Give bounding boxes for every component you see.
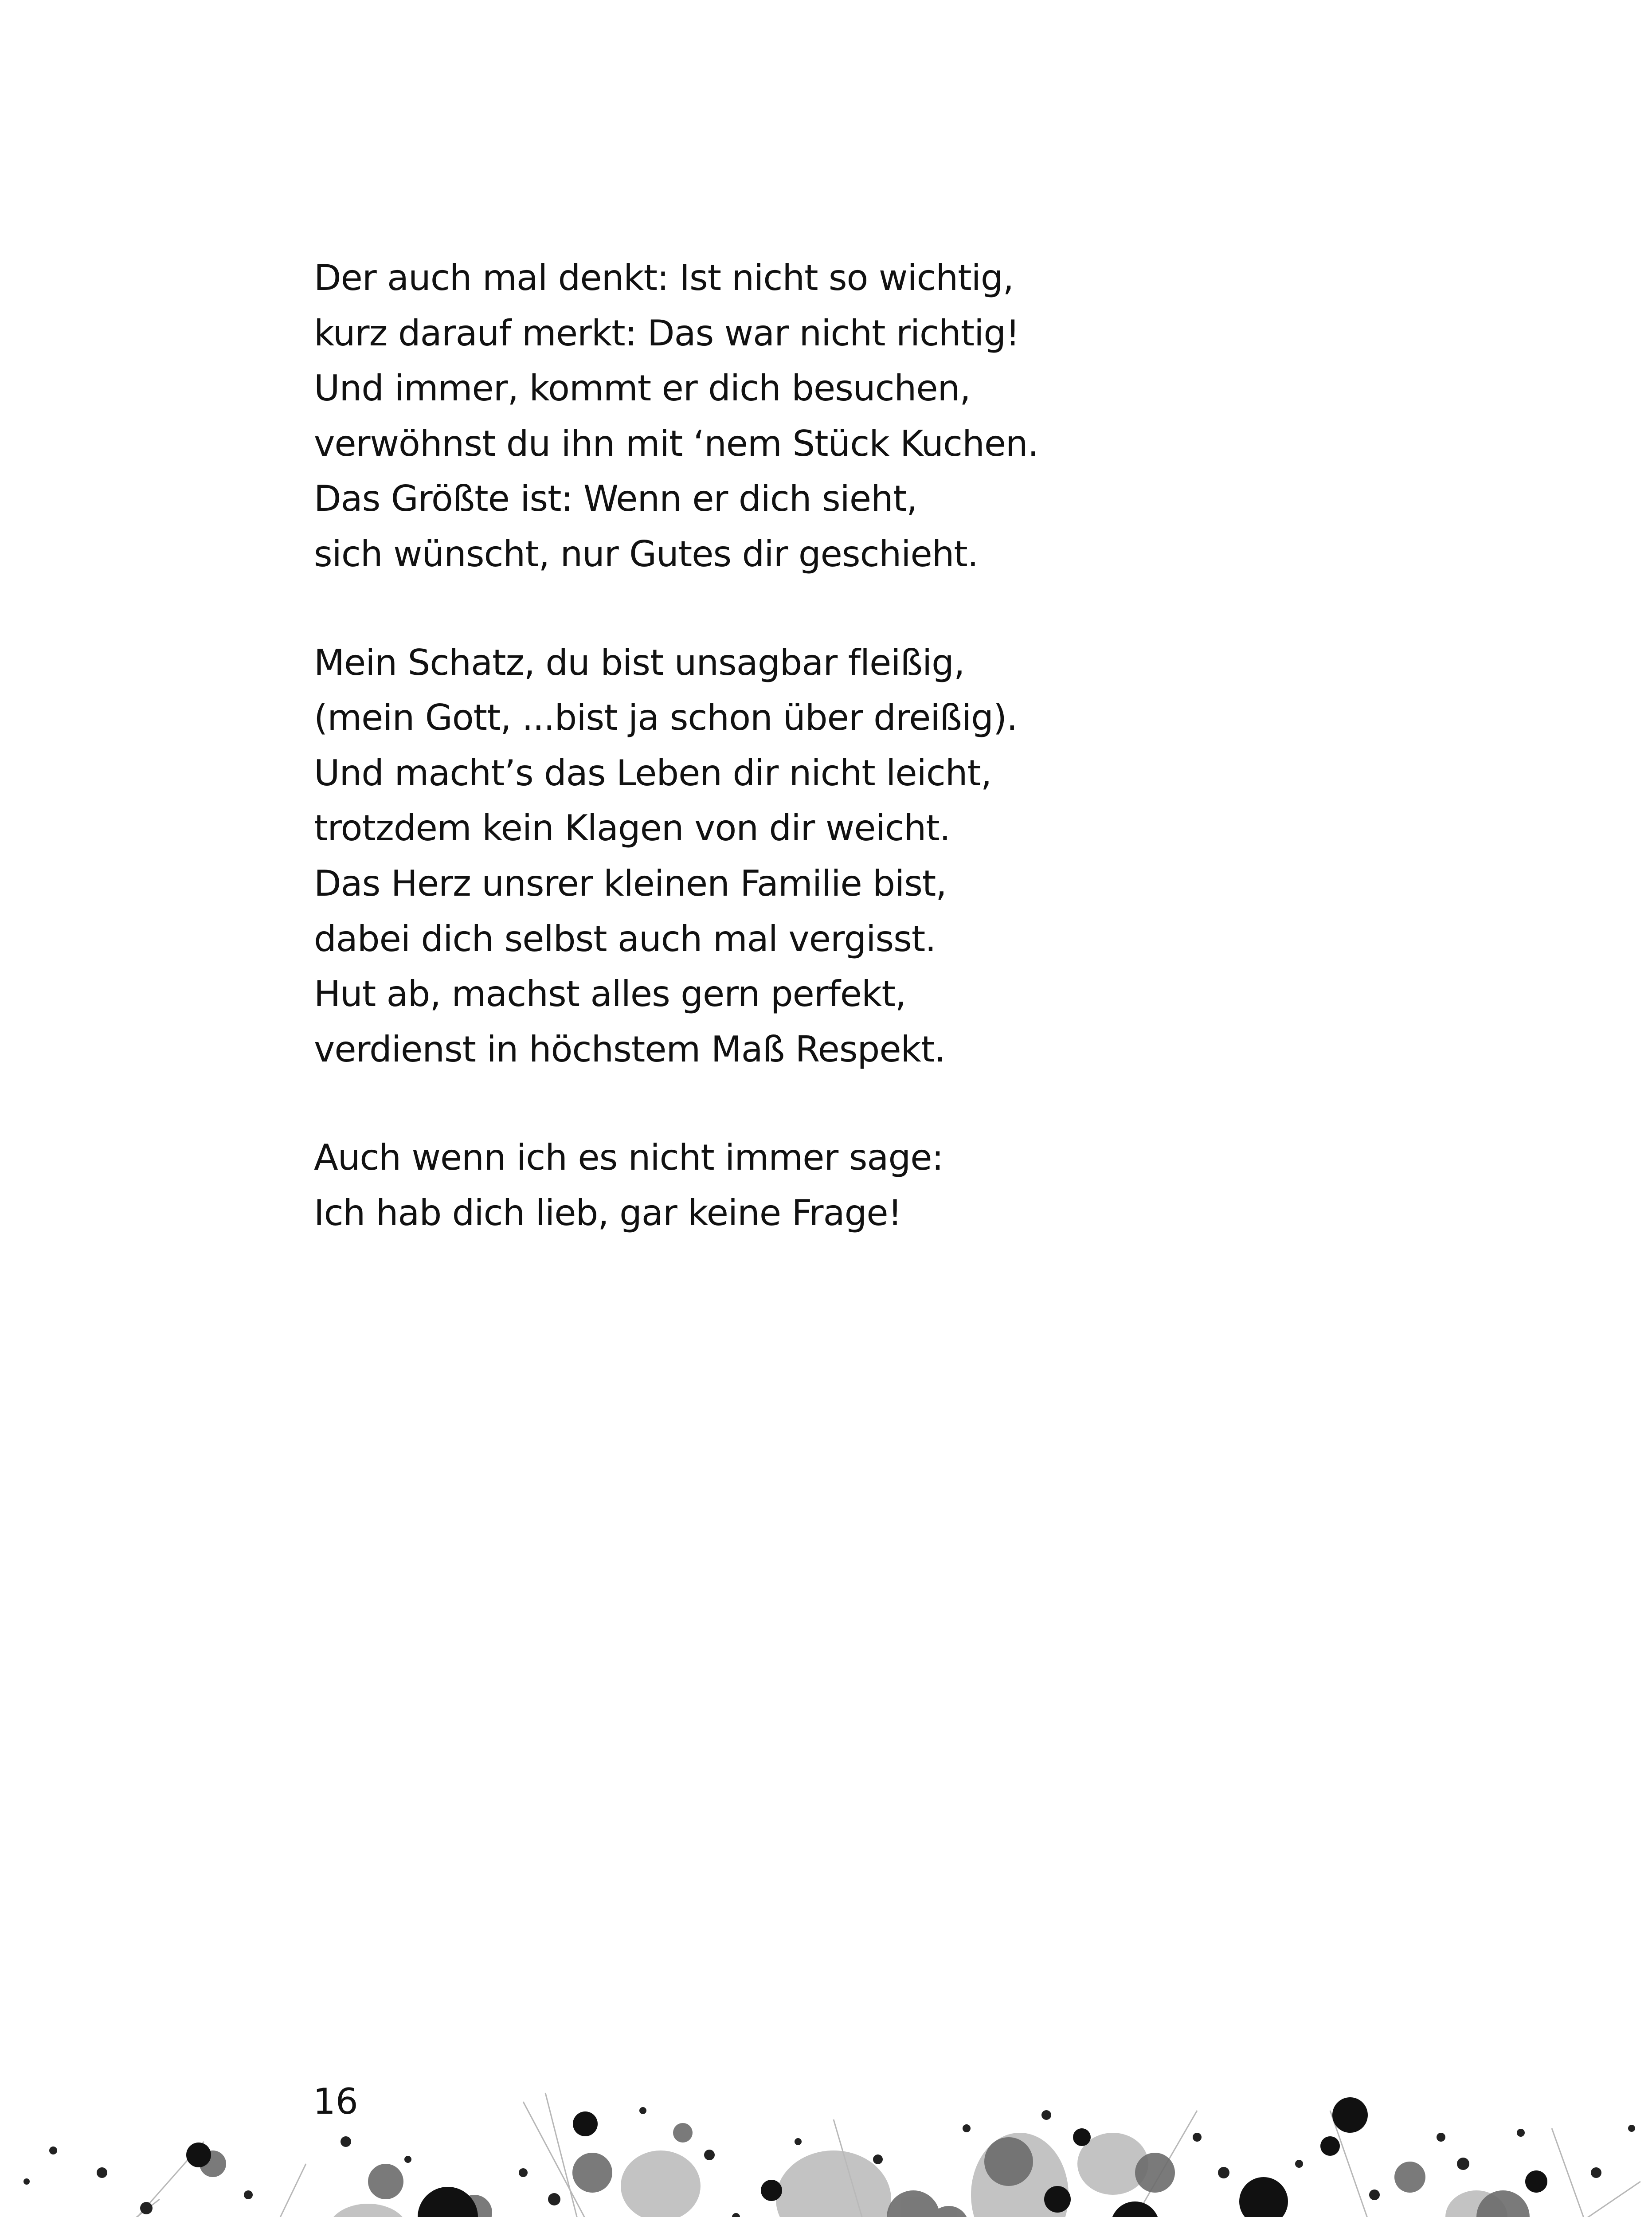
poem	[314, 251, 1467, 1241]
poem-line: Der auch mal denkt: Ist nicht so wichtig,	[314, 257, 1014, 298]
page-number: 16	[313, 2081, 358, 2122]
poem-line: verwöhnst du ihn mit ‘nem Stück Kuchen.	[314, 423, 1039, 464]
ink-splatter-decoration	[0, 2084, 1652, 2217]
stanza-2	[314, 635, 1467, 1077]
poem-line: Und macht’s das Leben dir nicht leicht,	[314, 752, 992, 794]
poem-line: Und immer, kommt er dich besuchen,	[314, 368, 971, 409]
poem-line: Das Größte ist: Wenn er dich sieht,	[314, 478, 917, 520]
poem-line: trotzdem kein Klagen von dir weicht.	[314, 807, 951, 849]
stanza-3	[314, 1130, 1467, 1241]
poem-line: Ich hab dich lieb, gar keine Frage!	[314, 1192, 902, 1234]
poem-line: Das Herz unsrer kleinen Familie bist,	[314, 862, 947, 904]
poem-line: Auch wenn ich es nicht immer sage:	[314, 1137, 943, 1179]
poem-line: Mein Schatz, du bist unsagbar fleißig,	[314, 642, 965, 683]
stanza-1	[314, 251, 1467, 582]
poem-line: Hut ab, machst alles gern perfekt,	[314, 973, 906, 1015]
poem-line: sich wünscht, nur Gutes dir geschieht.	[314, 533, 979, 575]
poem-line: (mein Gott, ...bist ja schon über dreißig).	[314, 697, 1018, 739]
poem-line: kurz darauf merkt: Das war nicht richtig!	[314, 312, 1020, 354]
poem-line: dabei dich selbst auch mal vergisst.	[314, 918, 936, 960]
poem-line: verdienst in höchstem Maß Respekt.	[314, 1028, 945, 1070]
